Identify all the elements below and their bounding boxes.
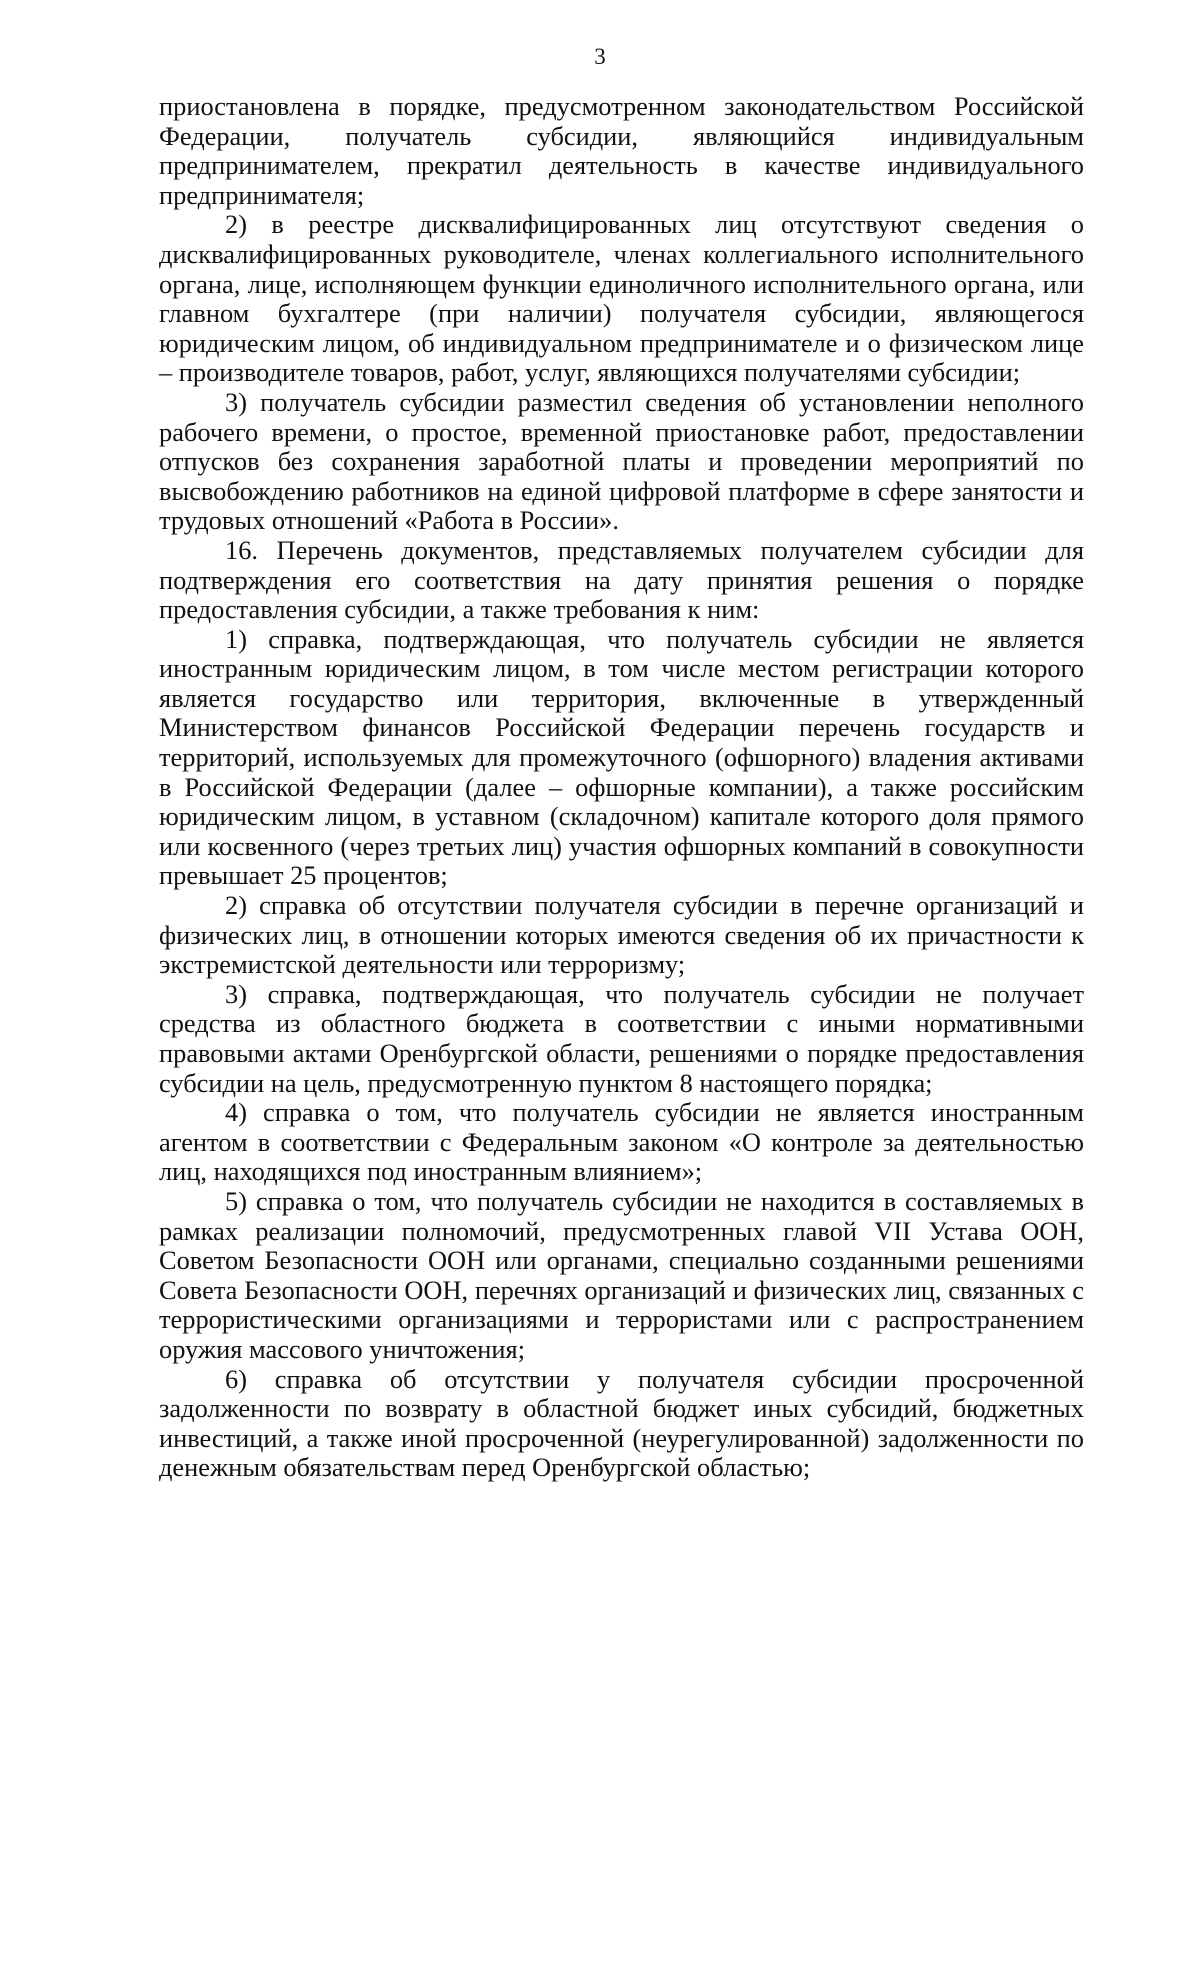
- paragraph-doc-2-extremism: 2) справка об отсутствии получателя субсидии в перечне организаций и физических лиц, в отношении которых имеются сведения об их причастности к экстремистской деятельности или терроризму;: [159, 890, 1084, 980]
- paragraph-clause-16: 16. Перечень документов, представляемых получателем субсидии для подтверждения его соответствия на дату принятия решения о порядке предоставления субсидии, а также требования к ним:: [159, 534, 1084, 625]
- paragraph-doc-1-offshore: 1) справка, подтверждающая, что получатель субсидии не является иностранным юридическим лицом, в том числе местом регистрации которого является государство или территория, включенные в утвержденный Министерством финансов Российской Федерации перечень государств и территорий, используемых для промежуточного (офшорного) владения активами в Российской Федерации (далее – офшорные компании), а также российским юридическим лицом, в уставном (складочном) капитале которого доля прямого или косвенного (через третьих лиц) участия офшорных компаний в совокупности превышает 25 процентов;: [159, 623, 1084, 891]
- paragraph-doc-6-overdue-debt: 6) справка об отсутствии у получателя субсидии просроченной задолженности по возврату в областной бюджет иных субсидий, бюджетных инвестиций, а также иной просроченной (неурегулированной) задолженности по денежным обязательствам перед Оренбургской областью;: [159, 1363, 1084, 1483]
- page-number: 3: [594, 44, 606, 69]
- paragraph-doc-4-foreign-agent: 4) справка о том, что получатель субсидии не является иностранным агентом в соответствии с Федеральным законом «О контроле за деятельностью лиц, находящихся под иностранным влиянием»;: [159, 1097, 1084, 1187]
- paragraph-doc-3-regional-budget: 3) справка, подтверждающая, что получатель субсидии не получает средства из областного бюджета в соответствии с иными нормативными правовыми актами Оренбургской области, решениями о порядке предоставления субсидии на цель, предусмотренную пунктом 8 настоящего порядка;: [159, 978, 1084, 1098]
- paragraph-item-3-employment-platform: 3) получатель субсидии разместил сведения об установлении неполного рабочего времени, о простое, временной приостановке работ, предоставлении отпусков без сохранения заработной платы и проведении мероприятий по высвобождению работников на единой цифровой платформе в сфере занятости и трудовых отношений «Работа в России».: [159, 386, 1084, 536]
- paragraph-continuation: приостановлена в порядке, предусмотренном законодательством Российской Федерации, получатель субсидии, являющийся индивидуальным предпринимателем, прекратил деятельность в качестве индивидуального предпринимателя;: [159, 91, 1084, 210]
- paragraph-item-2-disqualified-registry: 2) в реестре дисквалифицированных лиц отсутствуют сведения о дисквалифицированных руководителе, членах коллегиального исполнительного органа, лице, исполняющем функции единоличного исполнительного органа, или главном бухгалтере (при наличии) получателя субсидии, являющегося юридическим лицом, об индивидуальном предпринимателе и о физическом лице – производителе товаров, работ, услуг, являющихся получателями субсидии;: [159, 209, 1084, 388]
- document-body: [159, 92, 1084, 1483]
- paragraph-doc-5-un-lists: 5) справка о том, что получатель субсидии не находится в составляемых в рамках реализации полномочий, предусмотренных главой VII Устава ООН, Советом Безопасности ООН или органами, специально созданными решениями Совета Безопасности ООН, перечнях организаций и физических лиц, связанных с террористическими организациями и террористами или с распространением оружия массового уничтожения;: [159, 1185, 1084, 1364]
